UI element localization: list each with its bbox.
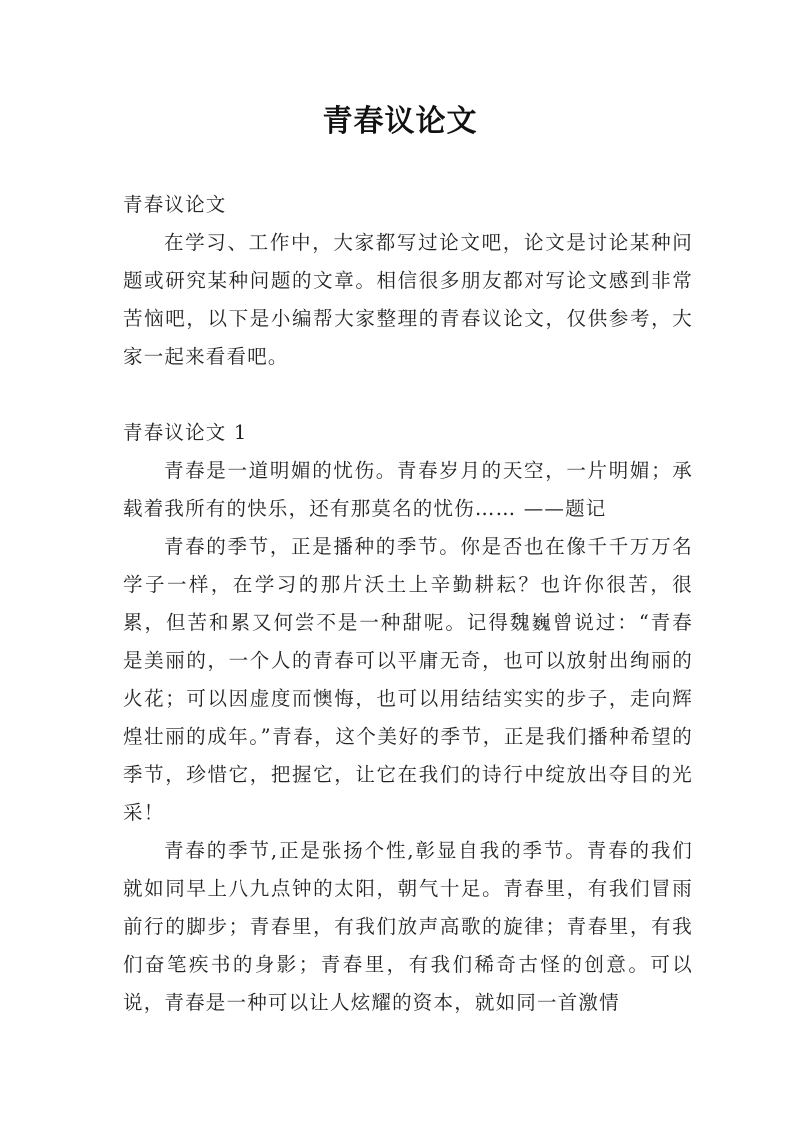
intro-heading: 青春议论文 xyxy=(123,193,227,216)
section-heading: 青春议论文 1 xyxy=(123,421,248,444)
section-spacer xyxy=(123,376,693,414)
body-paragraph: 青春是一道明媚的忧伤。青春岁月的天空，一片明媚；承载着我所有的快乐，还有那莫名的忧伤…… ——题记 xyxy=(123,459,693,520)
body-paragraph: 青春的季节,正是张扬个性,彰显自我的季节。青春的我们就如同早上八九点钟的太阳，朝气十足。青春里，有我们冒雨前行的脚步；青春里，有我们放声高歌的旋律；青春里，有我们奋笔疾书的身影；青春里，有我们稀奇古怪的创意。可以说，青春是一种可以让人炫耀的资本，就如同一首激情 xyxy=(123,839,693,1014)
document-body xyxy=(123,186,693,1022)
document-title: 青春议论文 xyxy=(322,104,478,139)
body-paragraph: 青春的季节，正是播种的季节。你是否也在像千千万万名学子一样，在学习的那片沃土上辛勤耕耘？也许你很苦，很累，但苦和累又何尝不是一种甜呢。记得魏巍曾说过：“青春是美丽的，一个人的青春可以平庸无奇，也可以放射出绚丽的火花；可以因虚度而懊悔，也可以用结结实实的步子，走向辉煌壮丽的成年。”青春，这个美好的季节，正是我们播种希望的季节，珍惜它，把握它，让它在我们的诗行中绽放出夺目的光采！ xyxy=(123,535,693,824)
intro-paragraph: 在学习、工作中，大家都写过论文吧，论文是讨论某种问题或研究某种问题的文章。相信很多朋友都对写论文感到非常苦恼吧，以下是小编帮大家整理的青春议论文，仅供参考，大家一起来看看吧。 xyxy=(123,231,693,368)
